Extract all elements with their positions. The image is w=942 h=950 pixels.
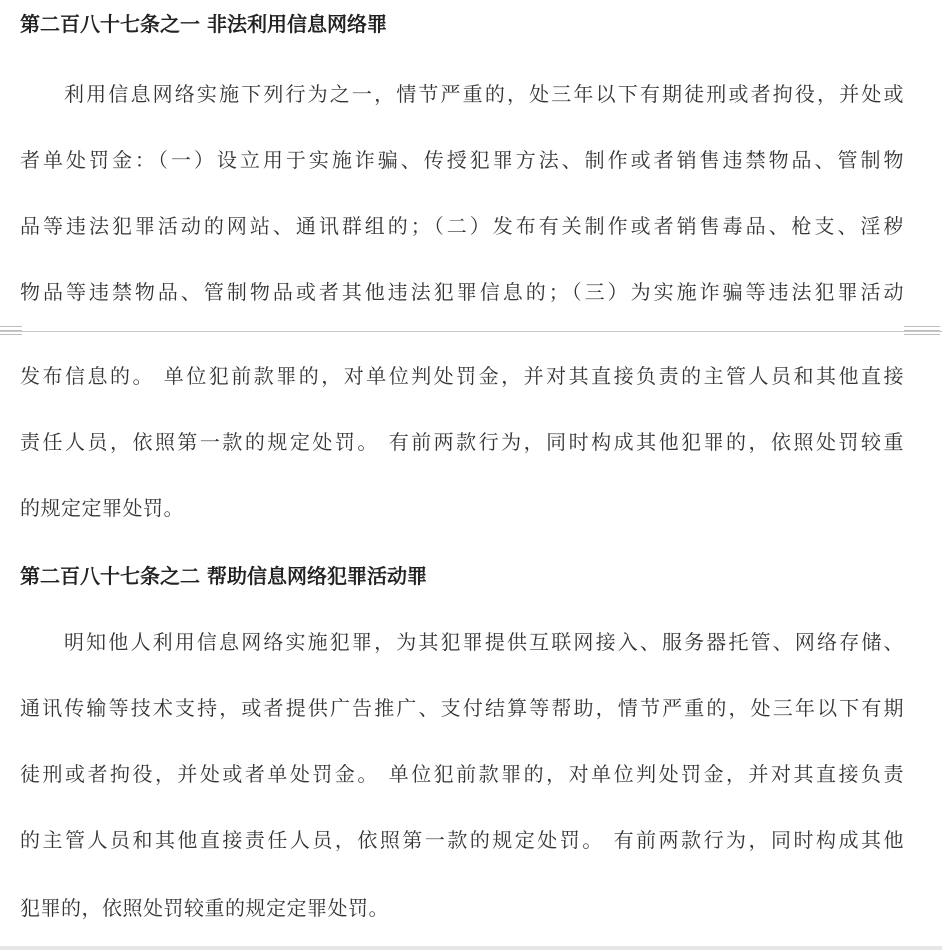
paragraph-line: 责任人员，依照第一款的规定处罚。 有前两款行为，同时构成其他犯罪的，依照处罚较重 [20, 430, 904, 454]
paragraph-line: 的主管人员和其他直接责任人员，依照第一款的规定处罚。 有前两款行为，同时构成其他 [20, 828, 904, 852]
paragraph-line: 物品等违禁物品、管制物品或者其他违法犯罪信息的；（三）为实施诈骗等违法犯罪活动 [20, 280, 904, 304]
paragraph-line: 犯罪的，依照处罚较重的规定定罪处罚。 [20, 896, 389, 920]
paragraph-line: 利用信息网络实施下列行为之一，情节严重的，处三年以下有期徒刑或者拘役，并处或 [64, 82, 904, 106]
page-break-handle-right[interactable] [904, 326, 940, 338]
article-heading-287-1: 第二百八十七条之一 非法利用信息网络罪 [20, 12, 387, 36]
paragraph-line: 品等违法犯罪活动的网站、通讯群组的；（二）发布有关制作或者销售毒品、枪支、淫秽 [20, 214, 904, 238]
paragraph-line: 徒刑或者拘役，并处或者单处罚金。 单位犯前款罪的，对单位判处罚金，并对其直接负责 [20, 762, 904, 786]
paragraph-line: 者单处罚金：（一）设立用于实施诈骗、传授犯罪方法、制作或者销售违禁物品、管制物 [20, 148, 904, 172]
paragraph-line: 发布信息的。 单位犯前款罪的，对单位判处罚金，并对其直接负责的主管人员和其他直接 [20, 364, 904, 388]
paragraph-line: 明知他人利用信息网络实施犯罪，为其犯罪提供互联网接入、服务器托管、网络存储、 [64, 630, 904, 654]
paragraph-line: 通讯传输等技术支持，或者提供广告推广、支付结算等帮助，情节严重的，处三年以下有期 [20, 696, 904, 720]
page-break-divider [0, 331, 942, 332]
article-heading-287-2: 第二百八十七条之二 帮助信息网络犯罪活动罪 [20, 564, 427, 588]
bottom-border [0, 946, 942, 950]
paragraph-line: 的规定定罪处罚。 [20, 496, 184, 520]
page-break-handle-left[interactable] [0, 326, 22, 338]
